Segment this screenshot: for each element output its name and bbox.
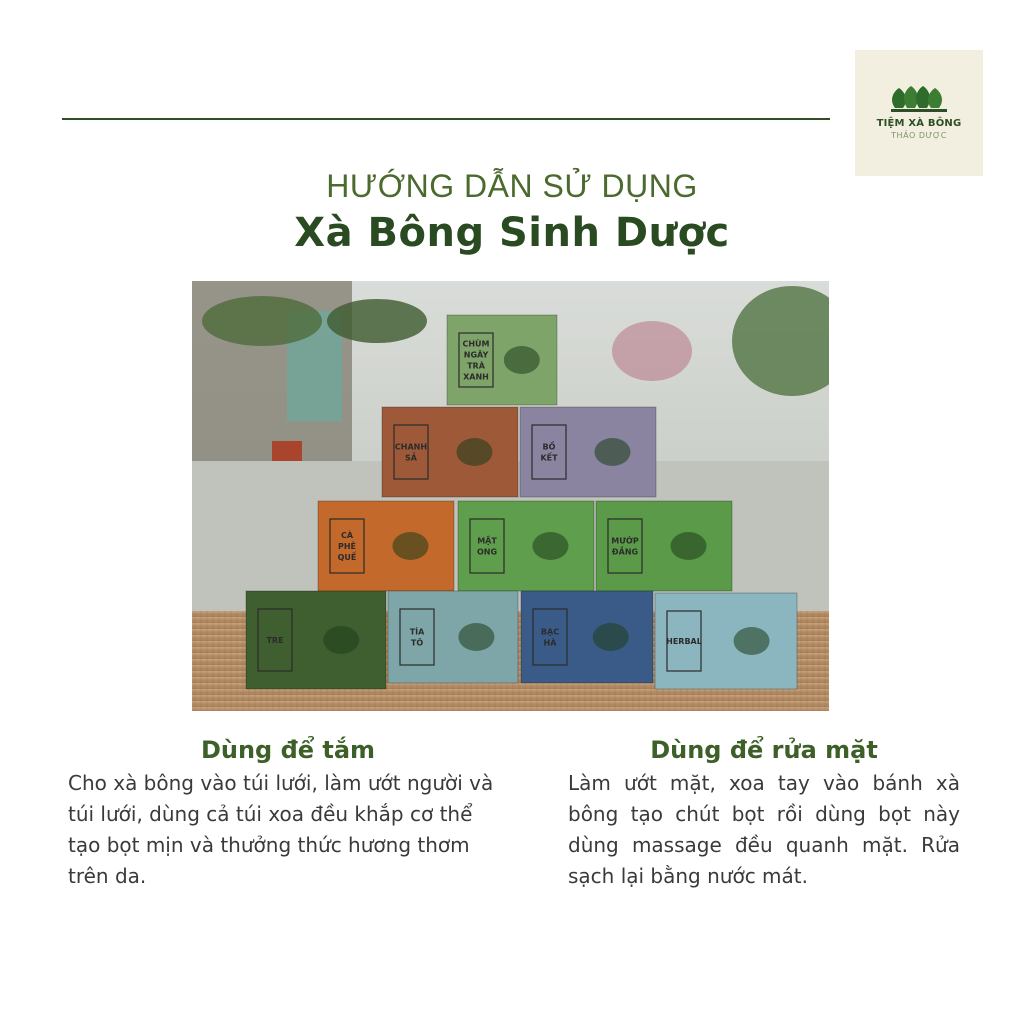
- leaf-cluster-icon: [889, 86, 949, 114]
- face-instructions: [568, 736, 960, 892]
- bath-title: Dùng để tắm: [200, 736, 376, 764]
- herb-illustration: [593, 623, 629, 651]
- soap-box: [520, 407, 656, 497]
- bath-text: Cho xà bông vào túi lưới, làm ướt người và túi lưới, dùng cả túi xoa đều khắp cơ thể tạo bọt mịn và thưởng thức hương thơm trên da.: [68, 771, 494, 888]
- soap-box: [655, 593, 797, 689]
- brand-logo: [855, 50, 983, 176]
- soap-box-label: XANH: [463, 372, 489, 382]
- face-text: Làm ướt mặt, xoa tay vào bánh xà bông tạo chút bọt rồi dùng bọt này dùng massage đều quanh mặt. Rửa sạch lại bằng nước mát.: [568, 771, 960, 888]
- soap-box-label: MƯỚP: [611, 536, 639, 546]
- soap-box: [458, 501, 594, 591]
- soap-box: [382, 407, 518, 497]
- soap-box: [596, 501, 732, 591]
- soap-box-label: NGÂY: [463, 350, 489, 360]
- soap-box-label: CHÙM: [462, 339, 490, 349]
- soap-box: [246, 591, 386, 689]
- herb-illustration: [456, 438, 492, 466]
- soap-box-label: BẠC: [540, 627, 560, 637]
- soap-box-label: CÀ: [340, 531, 354, 540]
- logo-brand-name: TIỆM XÀ BÔNG: [876, 118, 962, 129]
- soap-box-label: SẢ: [405, 453, 417, 463]
- soap-box: [447, 315, 557, 405]
- logo-subtitle: THẢO DƯỢC: [891, 131, 947, 140]
- background-tree: [202, 296, 322, 346]
- guide-heading: HƯỚNG DẪN SỬ DỤNG: [326, 168, 698, 204]
- soap-box-label: PHÊ: [337, 542, 357, 551]
- soap-box-label: TÔ: [410, 638, 424, 648]
- herb-illustration: [532, 532, 568, 560]
- product-photo: [192, 281, 829, 711]
- header-divider-line: [62, 118, 830, 120]
- soap-box-label: TRÀ: [467, 361, 485, 371]
- soap-box-label: KẾT: [540, 453, 558, 463]
- soap-box-label: ONG: [476, 547, 498, 557]
- soap-box-label: TRE: [266, 636, 284, 645]
- background-flowers: [612, 321, 692, 381]
- soap-box: [521, 591, 653, 683]
- herb-illustration: [392, 532, 428, 560]
- soap-box-label: CHANH: [394, 442, 428, 452]
- herb-illustration: [594, 438, 630, 466]
- soap-box-label: HERBAL: [666, 637, 702, 646]
- bath-instructions: [68, 736, 508, 892]
- soap-box-label: QUẾ: [337, 553, 357, 562]
- herb-illustration: [670, 532, 706, 560]
- background-tree: [327, 299, 427, 343]
- product-title: Xà Bông Sinh Dược: [294, 210, 730, 256]
- soap-box-label: MẬT: [477, 536, 497, 546]
- soap-box-label: HÀ: [543, 638, 557, 648]
- herb-illustration: [504, 346, 540, 374]
- herb-illustration: [458, 623, 494, 651]
- soap-box-label: ĐẮNG: [611, 547, 639, 557]
- soap-box-label: BỒ: [542, 442, 556, 452]
- soap-box: [388, 591, 518, 683]
- soap-box-label: TÍA: [409, 627, 425, 637]
- herb-illustration: [323, 626, 359, 654]
- face-title: Dùng để rửa mặt: [650, 736, 878, 764]
- herb-illustration: [734, 627, 770, 655]
- soap-box: [318, 501, 454, 591]
- soap-pyramid-illustration: [192, 281, 829, 711]
